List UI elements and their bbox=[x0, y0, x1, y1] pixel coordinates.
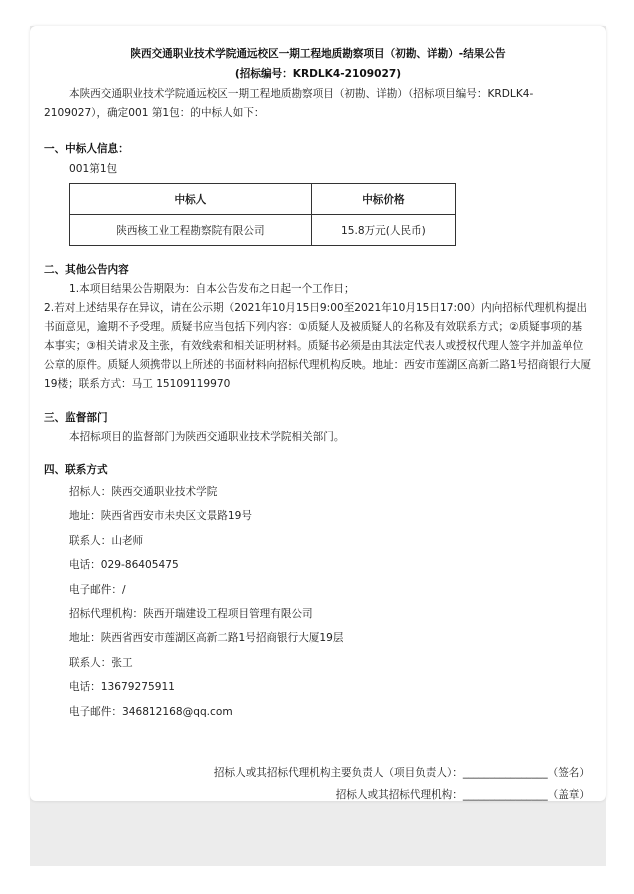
section-4-heading: 四、联系方式 bbox=[44, 464, 108, 476]
contact-line: 地址：陕西省西安市未央区文景路19号 bbox=[69, 510, 252, 523]
table-header-row bbox=[70, 184, 456, 215]
section-3-text: 本招标项目的监督部门为陕西交通职业技术学院相关部门。 bbox=[69, 431, 345, 443]
table-header-price: 中标价格 bbox=[311, 184, 455, 215]
title-line-1: 陕西交通职业技术学院通远校区一期工程地质勘察项目（初勘、详勘）-结果公告 bbox=[130, 48, 506, 60]
package-label: 001第1包 bbox=[69, 163, 118, 175]
contact-list bbox=[44, 480, 592, 724]
signature-line-1: 招标人或其招标代理机构主要负责人（项目负责人）：________________（签名） bbox=[213, 767, 590, 780]
table-row bbox=[70, 215, 456, 246]
section-1-heading: 一、中标人信息： bbox=[44, 143, 129, 155]
section-2-item-2: 2.若对上述结果存在异议，请在公示期（2021年10月15日9:00至2021年10月15日17:00）内向招标代理机构提出书面意见，逾期不予受理。质疑书应当包括下列内容：①质疑人及被质疑人的名称及有效联系方式；②质疑事项的基本事实；③相关请求及主张，有效线索和相关证明材料。质疑书必须是由其法定代表人或授权代理人签字并加盖单位公章的原件。质疑人须携带以上所述的书面材料向招标代理机构反映。地址：西安市莲湖区高新二路1号招商银行大厦19楼；联系方式：马工 15109119970 bbox=[44, 302, 592, 390]
contact-line: 电话：13679275911 bbox=[69, 681, 175, 694]
winner-name-cell: 陕西核工业工程勘察院有限公司 bbox=[70, 215, 312, 246]
contact-line: 联系人：山老师 bbox=[69, 534, 144, 547]
section-2-heading: 二、其他公告内容 bbox=[44, 264, 129, 276]
contact-line: 地址：陕西省西安市莲湖区高新二路1号招商银行大厦19层 bbox=[69, 632, 344, 645]
winner-price-cell: 15.8万元(人民币) bbox=[311, 215, 455, 246]
contact-line: 招标代理机构：陕西开瑞建设工程项目管理有限公司 bbox=[69, 608, 313, 621]
section-3-heading: 三、监督部门 bbox=[44, 412, 108, 424]
title-line-2: (招标编号：KRDLK4-2109027) bbox=[234, 68, 402, 80]
table-header-winner: 中标人 bbox=[70, 184, 312, 215]
contact-line: 联系人：张工 bbox=[69, 656, 133, 669]
announcement-content bbox=[44, 44, 592, 806]
section-2-item-1: 1.本项目结果公告期限为：自本公告发布之日起一个工作日； bbox=[69, 283, 355, 295]
contact-line: 电子邮件：346812168@qq.com bbox=[69, 705, 233, 718]
winner-table bbox=[69, 183, 456, 246]
contact-line: 电话：029-86405475 bbox=[69, 559, 179, 572]
contact-line: 电子邮件：/ bbox=[69, 583, 126, 596]
signature-line-2: 招标人或其招标代理机构：________________（盖章） bbox=[335, 789, 590, 802]
announcement-card bbox=[30, 26, 606, 801]
intro-paragraph: 本陕西交通职业技术学院通远校区一期工程地质勘察项目（初勘、详勘）（招标项目编号：KRDLK4-2109027），确定001 第1包：的中标人如下： bbox=[44, 88, 534, 119]
contact-line: 招标人：陕西交通职业技术学院 bbox=[69, 486, 218, 498]
page-background bbox=[30, 26, 606, 866]
